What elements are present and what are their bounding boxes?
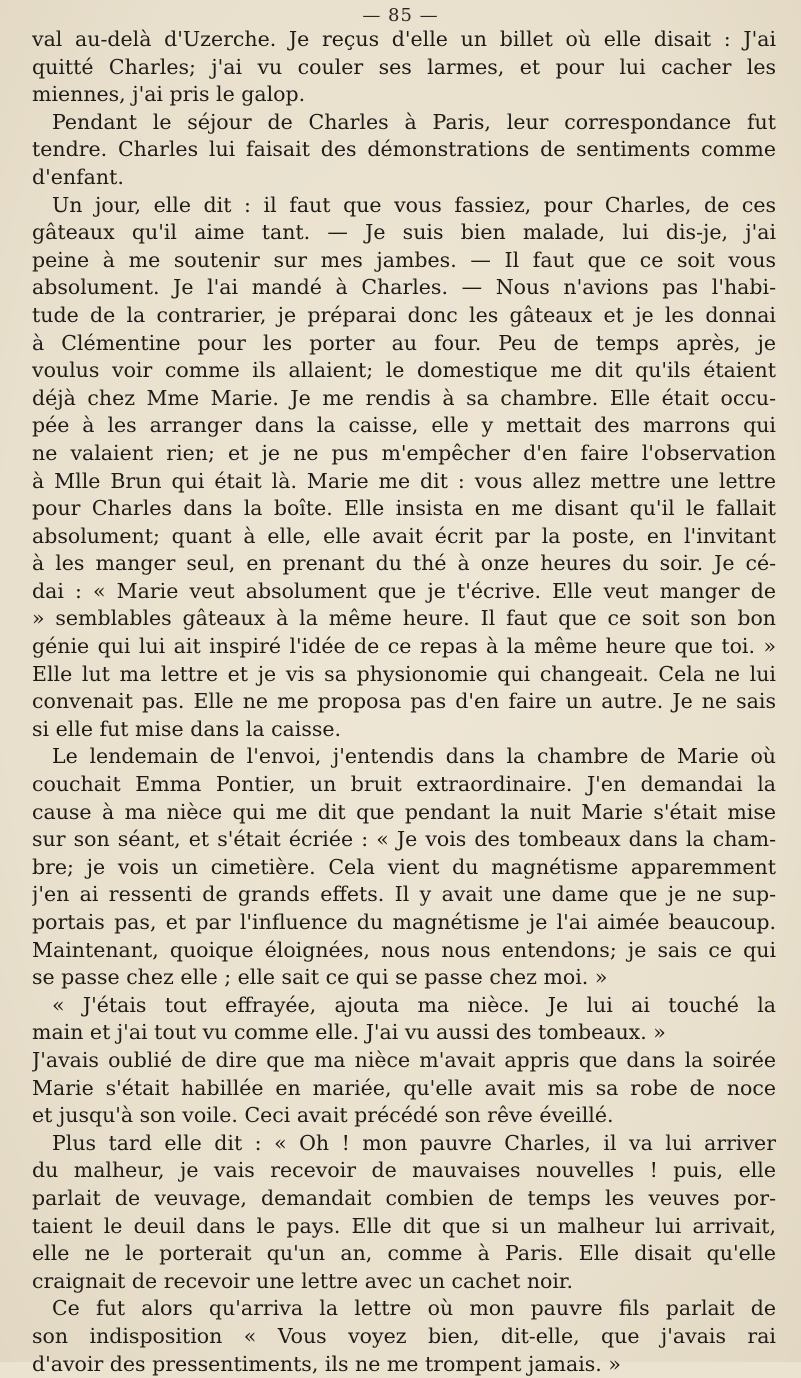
text-line: d'avoir des pressentiments, ils ne me trompent jamais. » (32, 1351, 776, 1378)
text-line: quitté Charles; j'ai vu couler ses larmes, et pour lui cacher les (32, 54, 776, 82)
text-line: convenait pas. Elle ne me proposa pas d'en faire un autre. Je ne sais (32, 688, 776, 716)
text-line: Un jour, elle dit : il faut que vous fassiez, pour Charles, de ces (32, 192, 776, 220)
text-line: pée à les arranger dans la caisse, elle y mettait des marrons qui (32, 412, 776, 440)
text-line: gâteaux qu'il aime tant. — Je suis bien malade, lui dis-je, j'ai (32, 219, 776, 247)
text-line: bre; je vois un cimetière. Cela vient du magnétisme apparemment (32, 854, 776, 882)
text-line: Plus tard elle dit : « Oh ! mon pauvre Charles, il va lui arriver (32, 1130, 776, 1158)
text-line: si elle fut mise dans la caisse. (32, 716, 776, 744)
text-line: pour Charles dans la boîte. Elle insista en me disant qu'il le fallait (32, 495, 776, 523)
text-line: sur son séant, et s'était écriée : « Je vois des tombeaux dans la cham- (32, 826, 776, 854)
text-line: à les manger seul, en prenant du thé à onze heures du soir. Je cé- (32, 550, 776, 578)
text-line: déjà chez Mme Marie. Je me rendis à sa chambre. Elle était occu- (32, 385, 776, 413)
text-line: absolument. Je l'ai mandé à Charles. — Nous n'avions pas l'habi- (32, 274, 776, 302)
text-line: à Clémentine pour les porter au four. Peu de temps après, je (32, 330, 776, 358)
text-line: Pendant le séjour de Charles à Paris, leur correspondance fut (32, 109, 776, 137)
text-line: taient le deuil dans le pays. Elle dit que si un malheur lui arrivait, (32, 1213, 776, 1241)
text-line: cause à ma nièce qui me dit que pendant la nuit Marie s'était mise (32, 799, 776, 827)
text-line: portais pas, et par l'influence du magnétisme je l'ai aimée beaucoup. (32, 909, 776, 937)
text-line: craignait de recevoir une lettre avec un cachet noir. (32, 1268, 776, 1296)
text-line: voulus voir comme ils allaient; le domestique me dit qu'ils étaient (32, 357, 776, 385)
text-line: Marie s'était habillée en mariée, qu'elle avait mis sa robe de noce (32, 1075, 776, 1103)
text-line: d'enfant. (32, 164, 776, 192)
text-line: Le lendemain de l'envoi, j'entendis dans la chambre de Marie où (32, 743, 776, 771)
text-line: Ce fut alors qu'arriva la lettre où mon pauvre fils parlait de (32, 1295, 776, 1323)
text-line: J'avais oublié de dire que ma nièce m'avait appris que dans la soirée (32, 1047, 776, 1075)
page-number: — 85 — (0, 5, 801, 26)
text-line: « J'étais tout effrayée, ajouta ma nièce. Je lui ai touché la (32, 992, 776, 1020)
text-line: absolument; quant à elle, elle avait écrit par la poste, en l'invitant (32, 523, 776, 551)
text-line: elle ne le porterait qu'un an, comme à Paris. Elle disait qu'elle (32, 1240, 776, 1268)
text-line: parlait de veuvage, demandait combien de temps les veuves por- (32, 1185, 776, 1213)
text-line: génie qui lui ait inspiré l'idée de ce repas à la même heure que toi. » (32, 633, 776, 661)
text-line: du malheur, je vais recevoir de mauvaises nouvelles ! puis, elle (32, 1157, 776, 1185)
text-line: et jusqu'à son voile. Ceci avait précédé son rêve éveillé. (32, 1102, 776, 1130)
text-line: ne valaient rien; et je ne pus m'empêcher d'en faire l'observation (32, 440, 776, 468)
text-line: couchait Emma Pontier, un bruit extraordinaire. J'en demandai la (32, 771, 776, 799)
text-line: son indisposition « Vous voyez bien, dit-elle, que j'avais rai (32, 1323, 776, 1351)
text-line: tude de la contrarier, je préparai donc les gâteaux et je les donnai (32, 302, 776, 330)
text-line: Elle lut ma lettre et je vis sa physionomie qui changeait. Cela ne lui (32, 661, 776, 689)
text-line: dai : « Marie veut absolument que je t'écrive. Elle veut manger de (32, 578, 776, 606)
text-line: j'en ai ressenti de grands effets. Il y avait une dame que je ne sup- (32, 881, 776, 909)
text-line: se passe chez elle ; elle sait ce qui se passe chez moi. » (32, 964, 776, 992)
text-line: main et j'ai tout vu comme elle. J'ai vu aussi des tombeaux. » (32, 1019, 776, 1047)
text-line: Maintenant, quoique éloignées, nous nous entendons; je sais ce qui (32, 937, 776, 965)
text-line: peine à me soutenir sur mes jambes. — Il faut que ce soit vous (32, 247, 776, 275)
text-line: miennes, j'ai pris le galop. (32, 81, 776, 109)
text-line: » semblables gâteaux à la même heure. Il faut que ce soit son bon (32, 605, 776, 633)
text-line: à Mlle Brun qui était là. Marie me dit : vous allez mettre une lettre (32, 468, 776, 496)
text-line: val au-delà d'Uzerche. Je reçus d'elle un billet où elle disait : J'ai (32, 26, 776, 54)
body-text (32, 26, 776, 1378)
text-line: tendre. Charles lui faisait des démonstrations de sentiments comme (32, 136, 776, 164)
